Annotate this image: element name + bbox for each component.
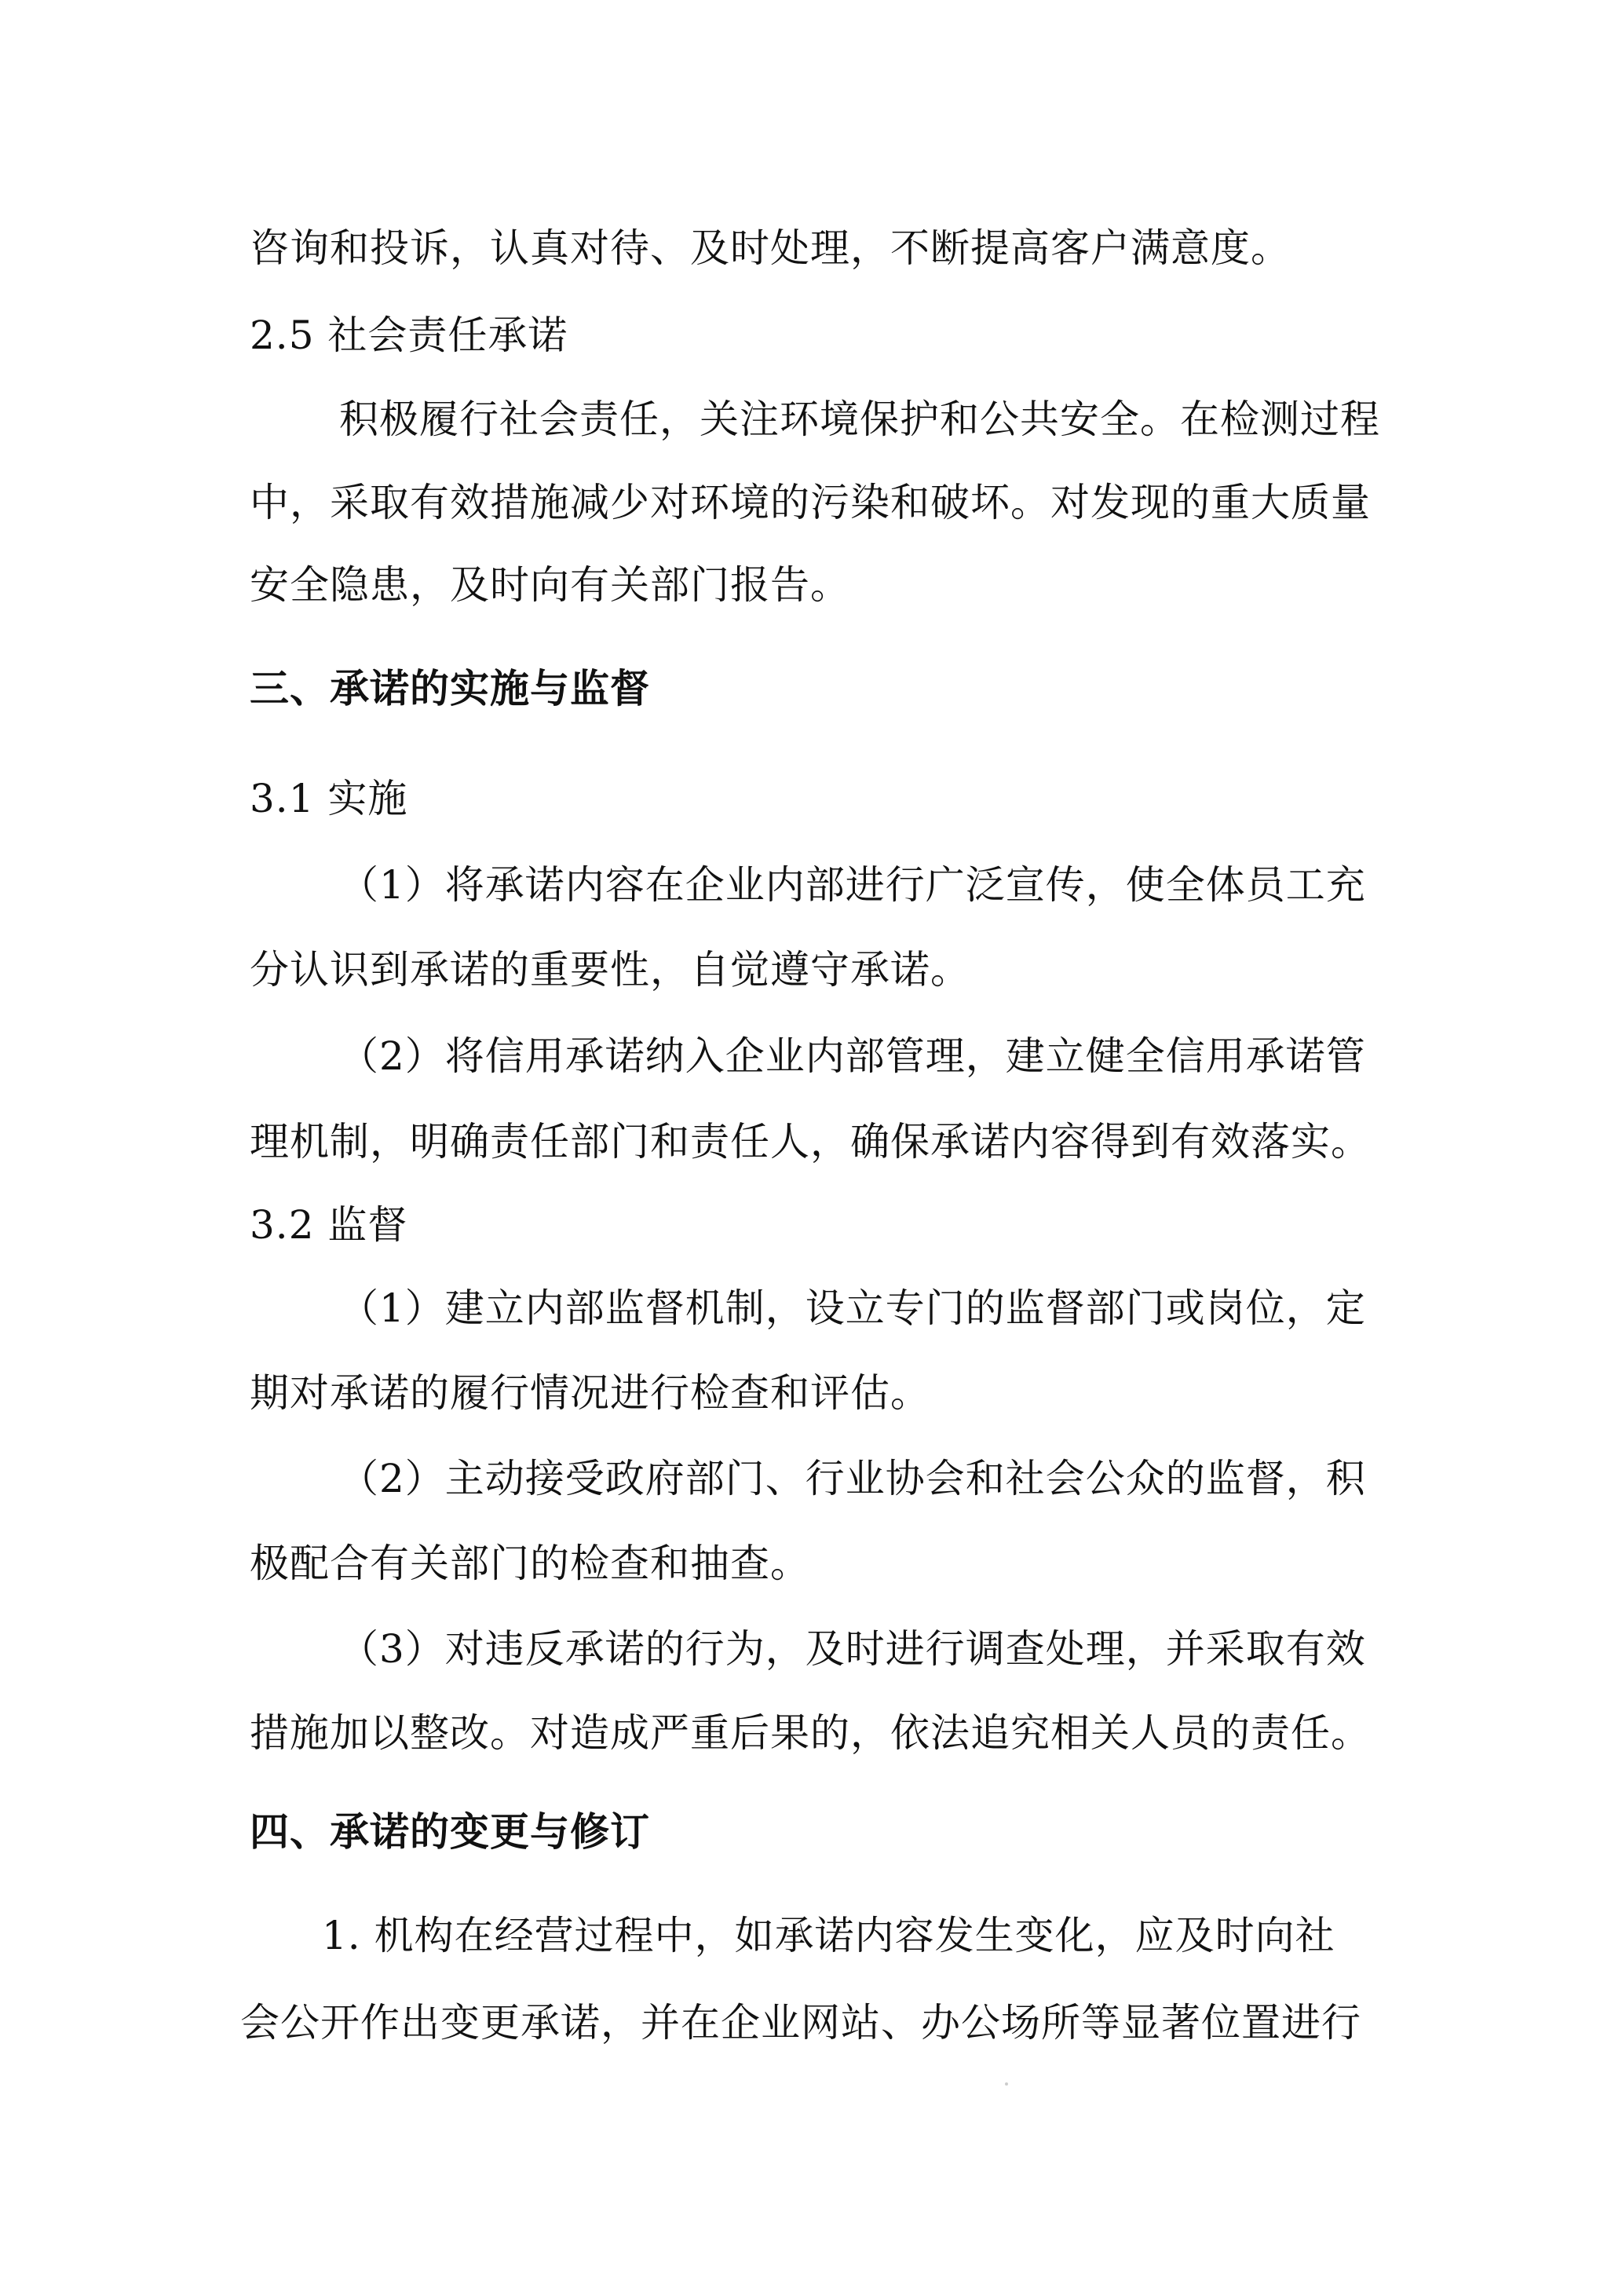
paragraph-line: 1. 机构在经营过程中，如承诺内容发生变化，应及时向社 (322, 1913, 1335, 1958)
paragraph-line: 理机制，明确责任部门和责任人，确保承诺内容得到有效落实。 (250, 1119, 1371, 1164)
paragraph-line: （1）建立内部监督机制，设立专门的监督部门或岗位，定 (339, 1285, 1366, 1331)
paragraph-line: 会公开作出变更承诺，并在企业网站、办公场所等显著位置进行 (240, 2000, 1361, 2046)
section-heading: 三、承诺的实施与监督 (250, 666, 650, 711)
paragraph-line: 咨询和投诉，认真对待、及时处理，不断提高客户满意度。 (250, 225, 1291, 271)
paragraph-line: （3）对违反承诺的行为，及时进行调查处理，并采取有效 (339, 1626, 1366, 1672)
paragraph-line: 措施加以整改。对造成严重后果的，依法追究相关人员的责任。 (250, 1710, 1371, 1756)
scan-speck (1005, 2082, 1008, 2086)
paragraph-line: （2）主动接受政府部门、行业协会和社会公众的监督，积 (339, 1456, 1366, 1501)
paragraph-line: 期对承诺的履行情况进行检查和评估。 (250, 1370, 930, 1416)
paragraph-line: （2）将信用承诺纳入企业内部管理，建立健全信用承诺管 (339, 1033, 1366, 1079)
section-subheading: 3.2 监督 (250, 1202, 408, 1248)
section-heading: 四、承诺的变更与修订 (250, 1809, 650, 1855)
section-subheading: 3.1 实施 (250, 776, 408, 821)
paragraph-line: 分认识到承诺的重要性，自觉遵守承诺。 (250, 947, 970, 993)
paragraph-line: 安全隐患，及时向有关部门报告。 (250, 562, 850, 608)
paragraph-line: （1）将承诺内容在企业内部进行广泛宣传，使全体员工充 (339, 862, 1366, 908)
paragraph-line: 极配合有关部门的检查和抽查。 (250, 1541, 810, 1586)
section-subheading: 2.5 社会责任承诺 (250, 313, 568, 358)
paragraph-line: 积极履行社会责任，关注环境保护和公共安全。在检测过程 (339, 397, 1380, 442)
paragraph-line: 中，采取有效措施减少对环境的污染和破坏。对发现的重大质量 (250, 480, 1371, 525)
